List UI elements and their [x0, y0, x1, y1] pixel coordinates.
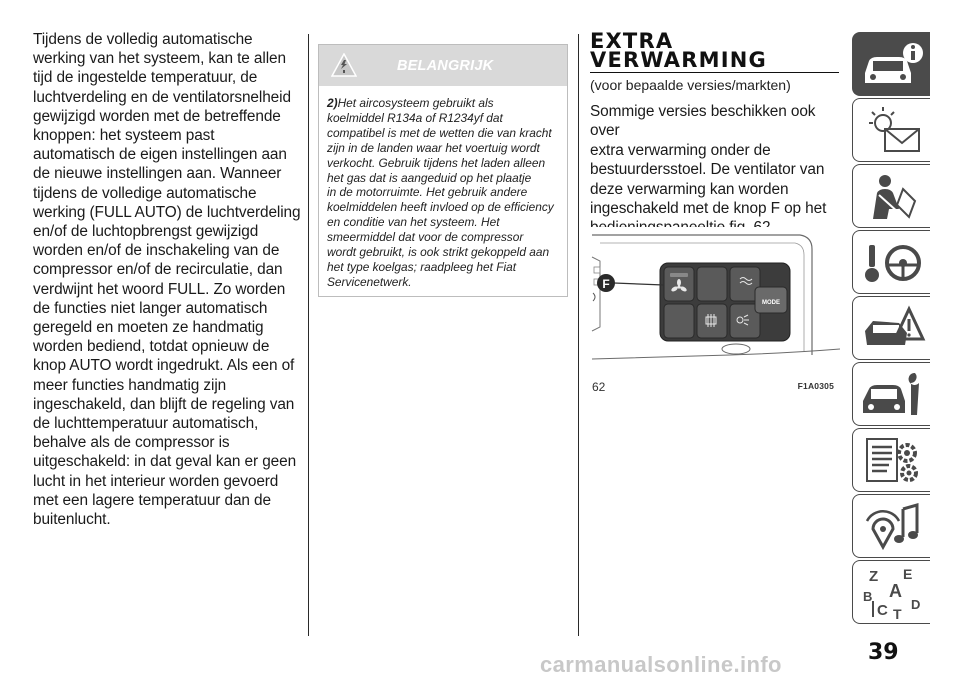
- tab-car-info[interactable]: [852, 32, 930, 96]
- text-line: worden bediend, totdat opnieuw de: [33, 338, 270, 356]
- page-number: 39: [868, 640, 899, 665]
- text-line: werking (FULL AUTO) de luchtverdeling: [33, 203, 301, 221]
- figure-number: 62: [592, 380, 606, 394]
- body-text-column-1: [33, 30, 301, 529]
- text-line: koelmiddel R134a of R1234yf dat: [327, 110, 503, 125]
- text-line: de functies niet langer automatisch: [33, 299, 268, 317]
- notice-text: [319, 86, 567, 290]
- text-line: geregeld en moeten ze handmatig: [33, 319, 264, 337]
- index-letter-b: B: [863, 589, 873, 604]
- text-line: werking van het systeem, kan te allen: [33, 50, 286, 68]
- index-letter-c: C: [877, 602, 888, 619]
- column-divider: [308, 34, 309, 636]
- index-letter-e: E: [903, 566, 913, 582]
- notice-header: [319, 45, 567, 86]
- index-letter-t: T: [893, 606, 902, 621]
- text-line: behalve als de compressor is: [33, 434, 230, 452]
- text-line: worden en/of de inschakeling van de: [33, 242, 280, 260]
- text-line: 2)Het aircosysteem gebruikt als: [327, 96, 494, 110]
- seat-heat-icon: [706, 314, 716, 327]
- heading-rule: [590, 72, 839, 73]
- text-line: Sommige versies beschikken ook over: [590, 103, 816, 140]
- text-line: in de motorruimte. Het gebruik andere: [327, 185, 528, 200]
- text-line: meer functies handmatig zijn: [33, 376, 227, 394]
- section-title-line-2: VERWARMING: [590, 48, 767, 72]
- index-letter-d: D: [911, 597, 921, 612]
- text-line: ingeschakeld, dan blijft de regeling van: [33, 395, 295, 413]
- tab-technical-data[interactable]: [852, 428, 930, 492]
- text-line: en conditie van het systeem. Het: [327, 215, 500, 230]
- tab-dashboard-lights[interactable]: [852, 98, 930, 162]
- car-info-icon: [859, 37, 927, 93]
- tab-index[interactable]: [852, 560, 930, 624]
- section-extra-heating: [590, 29, 840, 238]
- important-notice-box: [318, 44, 568, 297]
- text-line: uitgeschakeld: in dat geval kan er geen: [33, 453, 297, 471]
- text-line: compressor en/of de recirculatie, dan: [33, 261, 283, 279]
- technical-data-icon: [859, 433, 927, 489]
- text-line: wordt gebruikt, is ook strikt gekoppeld aan: [327, 245, 550, 260]
- text-line: compatibel is met de wetten die van kracht: [327, 125, 552, 140]
- maintenance-icon: [859, 367, 927, 423]
- section-paragraph: [590, 102, 840, 238]
- text-line: verdwijnt het woord FULL. Zo worden: [33, 280, 286, 298]
- notice-ref: 2): [327, 96, 338, 110]
- watermark: carmanualsonline.info: [540, 652, 782, 677]
- dashboard-lights-icon: [859, 103, 927, 159]
- tab-safety[interactable]: [852, 164, 930, 228]
- text-line: Tijdens de volledig automatische: [33, 31, 253, 48]
- text-line: deze verwarming kan worden: [590, 180, 789, 198]
- callout-f-label: F: [602, 277, 610, 291]
- index-letter-z: Z: [869, 568, 879, 585]
- column-divider: [578, 34, 579, 636]
- multimedia-icon: [859, 499, 927, 555]
- text-line: koelmiddelen heeft invloed op de efficiency: [327, 200, 554, 215]
- text-line: tijd de ingestelde temperatuur, de: [33, 69, 258, 87]
- figure-code: F1A0305: [797, 381, 834, 391]
- text-line: bestuurdersstoel. De ventilator van: [590, 161, 825, 179]
- text-line: buitenlucht.: [33, 511, 111, 529]
- starting-driving-icon: [859, 235, 927, 291]
- text-line: het type koelgas; raadpleeg het Fiat: [327, 259, 517, 274]
- text-line: extra verwarming onder de: [590, 141, 771, 159]
- section-subtitle: (voor bepaalde versies/markten): [590, 77, 791, 93]
- text-line: en/of de luchtopbrengst gewijzigd: [33, 223, 259, 241]
- text-line: met een lagere temperatuur dan de: [33, 491, 271, 509]
- tab-emergency[interactable]: [852, 296, 930, 360]
- safety-icon: [859, 169, 927, 225]
- index-letter-a: A: [889, 581, 902, 601]
- text-line: zijn in de landen waar het voertuig wordt: [327, 140, 540, 155]
- notice-title: BELANGRIJK: [397, 58, 494, 74]
- text-line: het gas dat is aangeduid op het plaatje: [327, 170, 532, 185]
- control-panel-illustration: [590, 227, 840, 368]
- section-title: [590, 29, 840, 72]
- text-line: tijdens de volledige automatische: [33, 184, 257, 202]
- text-line: gewijzigd worden met de betreffende: [33, 107, 281, 125]
- section-title-line-1: EXTRA: [590, 29, 674, 53]
- text-line: smeermiddel dat voor de compressor: [327, 230, 524, 245]
- text-line: Servicenetwerk.: [327, 274, 412, 289]
- text-line: luchtverdeling en de ventilatorsnelheid: [33, 88, 291, 106]
- text-line: lucht in het interieur worden gevoerd: [33, 472, 279, 490]
- tab-starting-driving[interactable]: [852, 230, 930, 294]
- tab-maintenance[interactable]: [852, 362, 930, 426]
- text-line: verkocht. Gebruik tijdens het laden alleen: [327, 155, 546, 170]
- emergency-icon: [859, 301, 927, 357]
- mode-button-label: MODE: [762, 300, 780, 306]
- figure-image: [590, 227, 840, 368]
- text-line: de luchttemperatuur automatisch,: [33, 415, 259, 433]
- chapter-tabs: [852, 32, 930, 628]
- text-line: ingeschakeld met de knop F op het: [590, 200, 827, 218]
- text-line: de nieuwe instellingen aan. Wanneer: [33, 165, 282, 183]
- warning-triangle-icon: [331, 53, 357, 77]
- index-icon: [859, 565, 927, 621]
- figure-62: [590, 227, 840, 400]
- text-line: knop AUTO wordt ingedrukt. Als een of: [33, 357, 295, 375]
- text-line: automatisch de eigen instellingen aan: [33, 146, 287, 164]
- text-line: knoppen: het systeem past: [33, 127, 215, 145]
- tab-multimedia[interactable]: [852, 494, 930, 558]
